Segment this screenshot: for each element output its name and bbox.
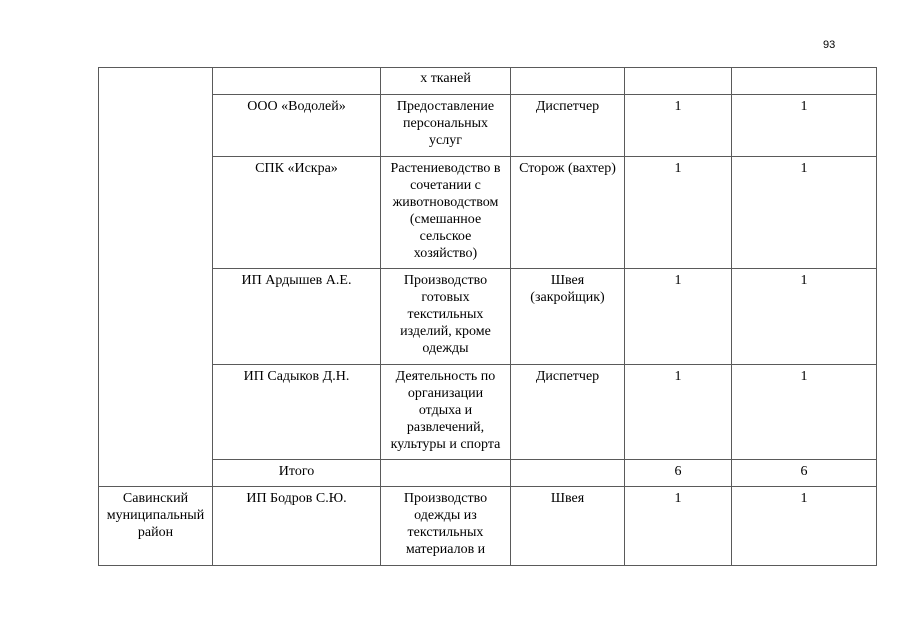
activity-cell: Предоставление персональных услуг [381, 95, 511, 157]
district-cell: Савинский муниципальный район [99, 487, 213, 566]
profession-cell [511, 460, 625, 487]
count-b-cell: 1 [732, 365, 877, 460]
table-row-total [99, 460, 877, 487]
profession-cell [511, 68, 625, 95]
count-a-cell: 1 [625, 365, 732, 460]
profession-cell: Диспетчер [511, 95, 625, 157]
table-row-district [99, 487, 877, 566]
table-row [99, 365, 877, 460]
count-b-cell: 1 [732, 157, 877, 269]
table-row [99, 269, 877, 365]
total-count-a-cell: 6 [625, 460, 732, 487]
profession-cell: Сторож (вахтер) [511, 157, 625, 269]
enterprise-cell: ИП Бодров С.Ю. [213, 487, 381, 566]
profession-cell: Швея [511, 487, 625, 566]
total-count-b-cell: 6 [732, 460, 877, 487]
table-row-continuation [99, 68, 877, 95]
enterprise-cell [213, 68, 381, 95]
count-a-cell: 1 [625, 487, 732, 566]
count-a-cell: 1 [625, 95, 732, 157]
activity-cell: х тканей [381, 68, 511, 95]
table-row [99, 157, 877, 269]
employment-table [98, 67, 877, 566]
count-a-cell: 1 [625, 269, 732, 365]
activity-cell: Производство одежды из текстильных материалов и [381, 487, 511, 566]
count-b-cell [732, 68, 877, 95]
table-row [99, 95, 877, 157]
activity-cell: Деятельность по организации отдыха и развлечений, культуры и спорта [381, 365, 511, 460]
enterprise-cell: ИП Ардышев А.Е. [213, 269, 381, 365]
activity-cell: Производство готовых текстильных изделий, кроме одежды [381, 269, 511, 365]
page-number: 93 [823, 39, 836, 51]
count-b-cell: 1 [732, 269, 877, 365]
count-b-cell: 1 [732, 95, 877, 157]
count-a-cell: 1 [625, 157, 732, 269]
enterprise-cell: ИП Садыков Д.Н. [213, 365, 381, 460]
profession-cell: Диспетчер [511, 365, 625, 460]
activity-cell [381, 460, 511, 487]
profession-cell: Швея (закройщик) [511, 269, 625, 365]
enterprise-cell: ООО «Водолей» [213, 95, 381, 157]
total-label-cell: Итого [213, 460, 381, 487]
activity-cell: Растениеводство в сочетании с животноводством (смешанное сельское хозяйство) [381, 157, 511, 269]
enterprise-cell: СПК «Искра» [213, 157, 381, 269]
district-cell-empty [99, 68, 213, 487]
count-b-cell: 1 [732, 487, 877, 566]
count-a-cell [625, 68, 732, 95]
